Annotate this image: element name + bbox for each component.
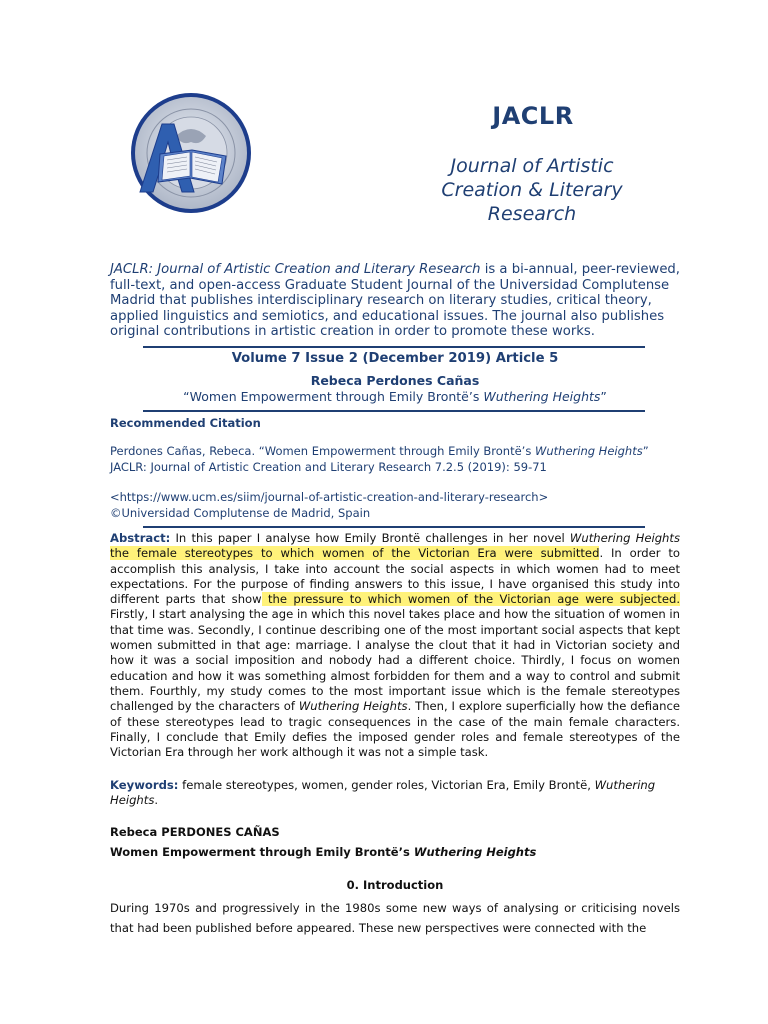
abstract-text-1: In this paper I analyse how Emily Brontë challenges in her novel bbox=[170, 531, 570, 545]
citation-line-1 bbox=[110, 443, 690, 459]
keywords-italic: Wuthering Heights bbox=[110, 778, 656, 808]
article-title-post: ” bbox=[600, 389, 607, 404]
article-title-italic: Wuthering Heights bbox=[483, 389, 601, 404]
keywords-end: . bbox=[154, 793, 159, 808]
article-author: Rebeca Perdones Cañas bbox=[310, 373, 480, 388]
volume-info: Volume 7 Issue 2 (December 2019) Article 5 bbox=[231, 351, 559, 366]
divider bbox=[143, 410, 645, 412]
citation-url-link[interactable]: <https://www.ucm.es/siim/journal-of-artistic-creation-and-literary-research> bbox=[110, 490, 549, 504]
article-title-pre: “Women Empowerment through Emily Brontë’s bbox=[183, 389, 484, 404]
article-title bbox=[110, 389, 680, 404]
copyright-text: ©Universidad Complutense de Madrid, Spain bbox=[110, 506, 371, 520]
journal-description-name: JACLR: Journal of Artistic Creation and Literary Research bbox=[110, 262, 481, 277]
citation-line-1-pre: Perdones Cañas, Rebeca. “Women Empowerment through Emily Brontë’s bbox=[110, 444, 535, 458]
journal-description-text: is a bi-annual, peer-reviewed, full-text, and open-access Graduate Student Journal of the Universidad Complutense Madrid that publishes interdisciplinary research on literary studies, critical theory, applied linguistics and semiotics, and educational issues. The journal also publishes original contributions in artistic creation in order to promote these works. bbox=[110, 262, 680, 340]
article-heading-italic: Wuthering Heights bbox=[413, 845, 537, 859]
abstract-italic-1: Wuthering Heights bbox=[569, 531, 680, 545]
divider bbox=[143, 526, 645, 528]
article-heading-pre: Women Empowerment through Emily Brontë’s bbox=[110, 845, 414, 859]
abstract-highlight-2: the pressure to which women of the Victorian age were subjected. bbox=[261, 592, 681, 607]
abstract-text-3: Firstly, I start analysing the age in which this novel takes place and how the situation of women in that time was. Secondly, I continue describing one of the most important social aspects that kept women submitted in that age: marriage. I analyse the clout that it had in Victorian society and how it was a social imposition and nobody had a different choice. Thirdly, I focus on women education and how it was something almost forbidden for them and a way to control and submit them. Fourthly, my study comes to the most important issue which is the female stereotypes challenged by the characters of bbox=[110, 607, 680, 714]
intro-paragraph: During 1970s and progressively in the 1980s some new ways of analysing or criticising novels that had been published before appeared. These new perspectives were connected with the bbox=[110, 901, 680, 935]
abstract-text-2: . In order to accomplish this analysis, I take into account the social aspects in which women had to meet expectations. For the purpose of finding answers to this issue, I have organised this study into different parts that show bbox=[110, 546, 681, 607]
divider bbox=[143, 346, 645, 348]
keywords-text: female stereotypes, women, gender roles, Victorian Era, Emily Brontë, bbox=[178, 778, 595, 792]
citation-line-1-post: ” bbox=[642, 444, 649, 458]
journal-acronym: JACLR bbox=[492, 102, 574, 130]
recommended-citation-heading: Recommended Citation bbox=[110, 416, 261, 430]
abstract-label: Abstract: bbox=[110, 531, 171, 545]
journal-title: Journal of Artistic Creation & Literary Research bbox=[441, 155, 623, 225]
abstract-text-4: . Then, I explore superficially how the defiance of these stereotypes lead to tragic consequences in the case of the main female characters. Finally, I conclude that Emily defies the imposed gender roles and female stereotypes of the Victorian Era through her work although it was not a simple task. bbox=[110, 699, 680, 760]
citation-line-2: JACLR: Journal of Artistic Creation and Literary Research 7.2.5 (2019): 59-71 bbox=[110, 460, 547, 474]
keywords bbox=[110, 778, 680, 809]
jaclr-logo-icon bbox=[130, 92, 252, 214]
article-author-upper: Rebeca PERDONES CAÑAS bbox=[110, 825, 280, 839]
citation-text bbox=[110, 443, 690, 475]
section-heading: 0. Introduction bbox=[346, 878, 444, 892]
abstract-paragraph bbox=[110, 531, 680, 760]
abstract-italic-2: Wuthering Heights bbox=[298, 699, 408, 714]
citation-source bbox=[110, 489, 690, 521]
abstract-highlight-1: the female stereotypes to which women of the Victorian Era were submitted bbox=[110, 546, 600, 561]
keywords-label: Keywords: bbox=[110, 778, 179, 792]
journal-description bbox=[110, 262, 680, 340]
article-heading bbox=[110, 845, 536, 859]
citation-line-1-italic: Wuthering Heights bbox=[534, 444, 643, 458]
